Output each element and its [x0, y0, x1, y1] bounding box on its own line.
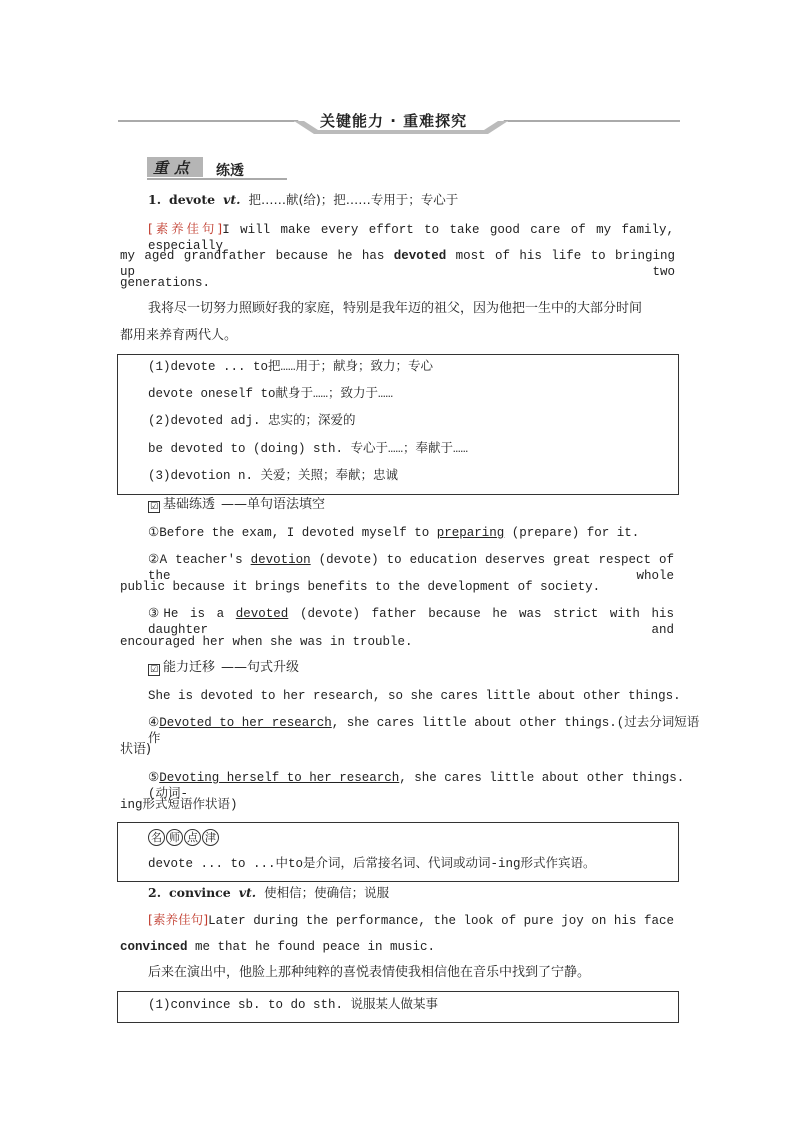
ability-5-line2: ing形式短语作状语) — [120, 798, 238, 812]
item1-number: 1. — [148, 192, 162, 207]
exercise-1-text: ①Before the exam, I devoted myself to — [148, 526, 437, 540]
ability-subtitle: ——句式升级 — [221, 660, 300, 675]
item1-note-4: be devoted to (doing) sth. 专心于……；奉献于…… — [148, 442, 469, 456]
item1-example-text2a: my aged grandfather because he has — [120, 249, 394, 263]
drill-heading — [148, 497, 703, 513]
tip-char-3: 点 — [184, 829, 201, 846]
exercise-3-tail: (devote) father because he was strict with his daughter and — [148, 607, 675, 637]
ability-5-tail: , she cares little about other things.(动词- — [148, 771, 685, 801]
exercise-2-tail: (devote) to education deserves great respect of the whole — [148, 553, 674, 583]
exercise-2-answer: devotion — [250, 553, 311, 567]
exercise-1-tail: (prepare) for it. — [504, 526, 640, 540]
item2-example-text2: me that he found peace in music. — [187, 940, 436, 954]
tip-char-2: 师 — [166, 829, 183, 846]
exercise-3-text: ③He is a — [148, 607, 236, 621]
section-title: 练透 — [216, 163, 244, 179]
item2-number: 2. — [148, 885, 162, 900]
section-badge-text: 重点 — [153, 159, 196, 177]
check-icon: ☑ — [149, 665, 159, 675]
item1-translation-line2: 都用来养育两代人。 — [120, 328, 238, 343]
ability-4-number: ④ — [148, 716, 160, 730]
exercise-1 — [148, 525, 703, 541]
section-badge — [147, 157, 203, 177]
drill-title: 基础练透 — [163, 497, 216, 512]
item1-note-3: (2)devoted adj. 忠实的；深爱的 — [148, 414, 356, 428]
item2-pos: vt. — [238, 885, 257, 900]
item2-heading — [148, 885, 703, 901]
item2-example-keyword: convinced — [120, 940, 188, 954]
ability-5-number: ⑤ — [148, 771, 160, 785]
tip-text: devote ... to ...中to是介词，后常接名词、代词或动词-ing形式作宾语。 — [148, 857, 596, 871]
tip-char-4: 津 — [202, 829, 219, 846]
ability-heading — [148, 660, 703, 676]
item2-word: convince — [169, 885, 231, 900]
item1-note-1: (1)devote ... to把……用于；献身；致力；专心 — [148, 360, 434, 374]
item2-meaning: 使相信；使确信；说服 — [264, 885, 390, 900]
exercise-3-line2: encouraged her when she was in trouble. — [120, 635, 413, 649]
item1-translation-line1: 我将尽一切努力照顾好我的家庭，特别是我年迈的祖父，因为他把一生中的大部分时间 — [148, 301, 643, 316]
exercise-1-answer: preparing — [436, 526, 505, 540]
ability-sentence: She is devoted to her research, so she cares little about other things. — [148, 689, 681, 703]
item1-note-2: devote oneself to献身于……；致力于…… — [148, 387, 394, 401]
item1-example-line3: generations. — [120, 276, 211, 290]
item1-example-text2c: most of his life to bringing up two — [120, 249, 675, 279]
item1-heading — [148, 192, 703, 208]
exercise-3-answer: devoted — [235, 607, 289, 621]
item1-example-keyword: devoted — [393, 249, 447, 263]
item2-example-line2 — [120, 939, 675, 955]
ability-title: 能力迁移 — [163, 660, 216, 675]
ability-5-answer: Devoting herself to her research — [159, 771, 400, 785]
item1-word: devote — [169, 192, 216, 207]
drill-subtitle: ——单句语法填空 — [221, 497, 326, 512]
check-icon: ☑ — [149, 502, 159, 512]
item1-pos: vt. — [223, 192, 241, 207]
exercise-2-line2: public because it brings benefits to the development of society. — [120, 580, 601, 594]
item1-meaning: 把……献(给)；把……专用于；专心于 — [248, 192, 459, 207]
item1-note-5: (3)devotion n. 关爱；关照；奉献；忠诚 — [148, 469, 399, 483]
exercise-2-text: ②A teacher's — [148, 553, 251, 567]
item2-translation: 后来在演出中，他脸上那种纯粹的喜悦表情使我相信他在音乐中找到了宁静。 — [148, 965, 591, 980]
tip-char-1: 名 — [148, 829, 165, 846]
header-title: 关键能力 · 重难探究 — [320, 112, 468, 130]
ability-4-line2: 状语) — [120, 742, 152, 757]
item1-tag: [素养佳句] — [148, 221, 223, 236]
item2-tag: [素养佳句] — [148, 912, 209, 927]
ability-4-answer: Devoted to her research — [159, 716, 332, 730]
tip-label — [148, 826, 220, 846]
item2-example-text1: Later during the performance, the look of pure joy on his face — [208, 914, 674, 928]
item1-example-text1: I will make every effort to take good care of my family, especially — [148, 223, 674, 253]
item2-note-1: (1)convince sb. to do sth. 说服某人做某事 — [148, 998, 439, 1012]
section-underline — [147, 177, 287, 181]
item2-example-line1 — [148, 912, 674, 929]
ability-4-tail: , she cares little about other things.(过去分词短语作 — [148, 716, 700, 746]
